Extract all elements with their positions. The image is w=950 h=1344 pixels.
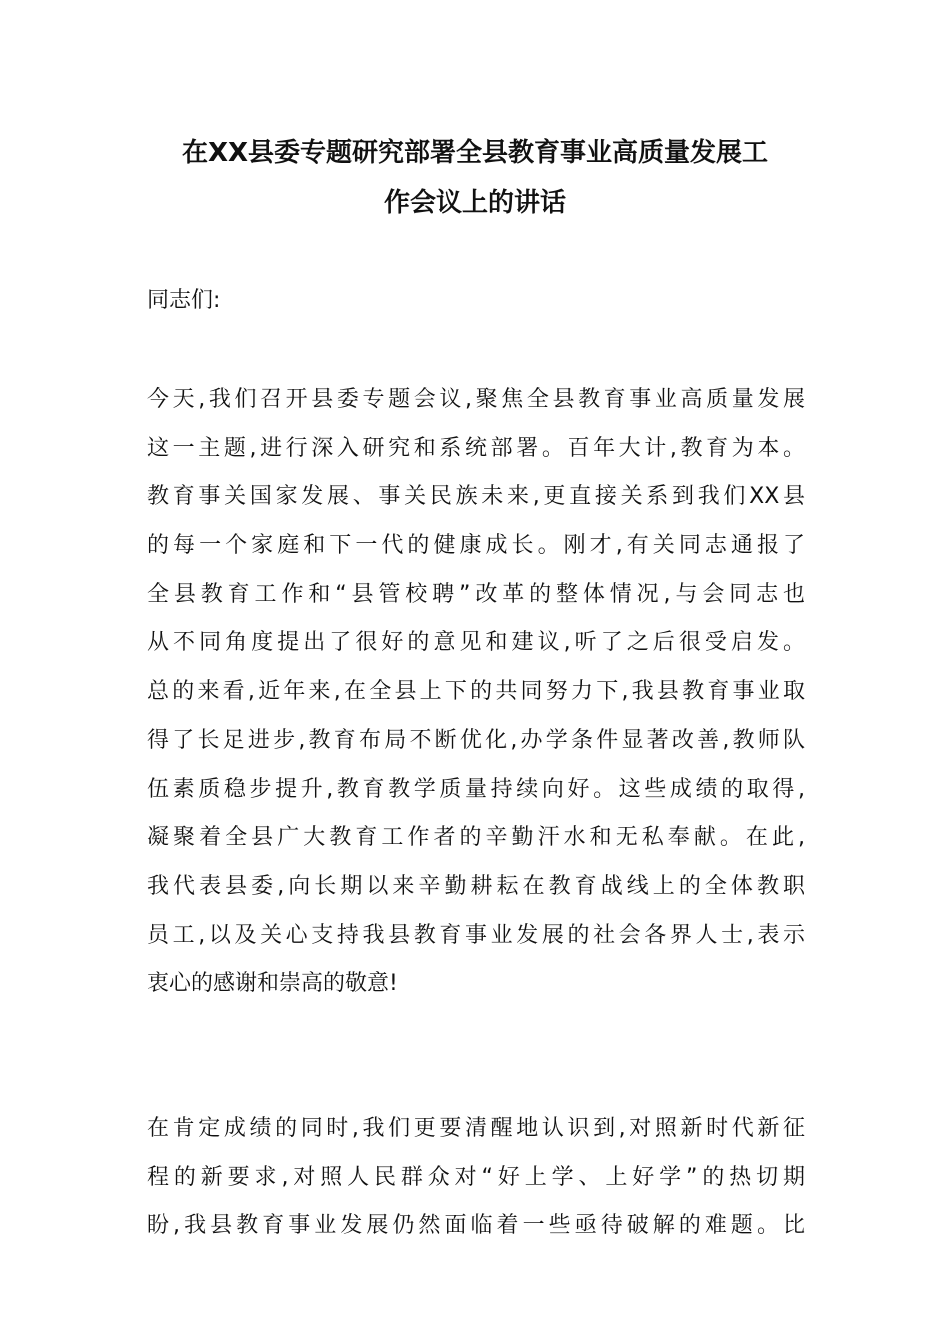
paragraph-line: 从不同角度提出了很好的意见和建议,听了之后很受启发。	[147, 630, 805, 656]
paragraph-line: 全县教育工作和“县管校聘”改革的整体情况,与会同志也	[147, 581, 805, 607]
paragraph-line: 的每一个家庭和下一代的健康成长。刚才,有关同志通报了	[147, 533, 805, 559]
title-line: 在XX县委专题研究部署全县教育事业高质量发展工	[181, 138, 769, 168]
paragraph-line: 今天,我们召开县委专题会议,聚焦全县教育事业高质量发展	[147, 387, 805, 412]
paragraph-line: 我代表县委,向长期以来辛勤耕耘在教育战线上的全体教职	[147, 873, 805, 899]
paragraph-line: 伍素质稳步提升,教育教学质量持续向好。这些成绩的取得,	[147, 776, 805, 802]
title-line: 作会议上的讲话	[383, 188, 566, 218]
greeting	[147, 277, 805, 326]
paragraph-line: 凝聚着全县广大教育工作者的辛勤汗水和无私奉献。在此,	[147, 825, 805, 851]
paragraph-line: 总的来看,近年来,在全县上下的共同努力下,我县教育事业取	[147, 679, 805, 705]
paragraph-line: 程的新要求,对照人民群众对“好上学、上好学”的热切期	[147, 1164, 805, 1190]
paragraph-line: 教育事关国家发展、事关民族未来,更直接关系到我们XX县	[147, 484, 805, 510]
paragraph-line: 在肯定成绩的同时,我们更要清醒地认识到,对照新时代新征	[147, 1116, 805, 1141]
paragraph-line: 得了长足进步,教育布局不断优化,办学条件显著改善,教师队	[147, 727, 805, 753]
paragraph-line: 盼,我县教育事业发展仍然面临着一些亟待破解的难题。比	[147, 1213, 805, 1239]
paragraph-line: 衷心的感谢和崇高的敬意!	[147, 971, 398, 997]
paragraph-2	[147, 1105, 805, 1251]
greeting-text: 同志们:	[147, 288, 221, 313]
paragraph-line: 这一主题,进行深入研究和系统部署。百年大计,教育为本。	[147, 435, 805, 461]
paragraph-line: 员工,以及关心支持我县教育事业发展的社会各界人士,表示	[147, 922, 805, 948]
paragraph-1	[147, 376, 805, 1009]
